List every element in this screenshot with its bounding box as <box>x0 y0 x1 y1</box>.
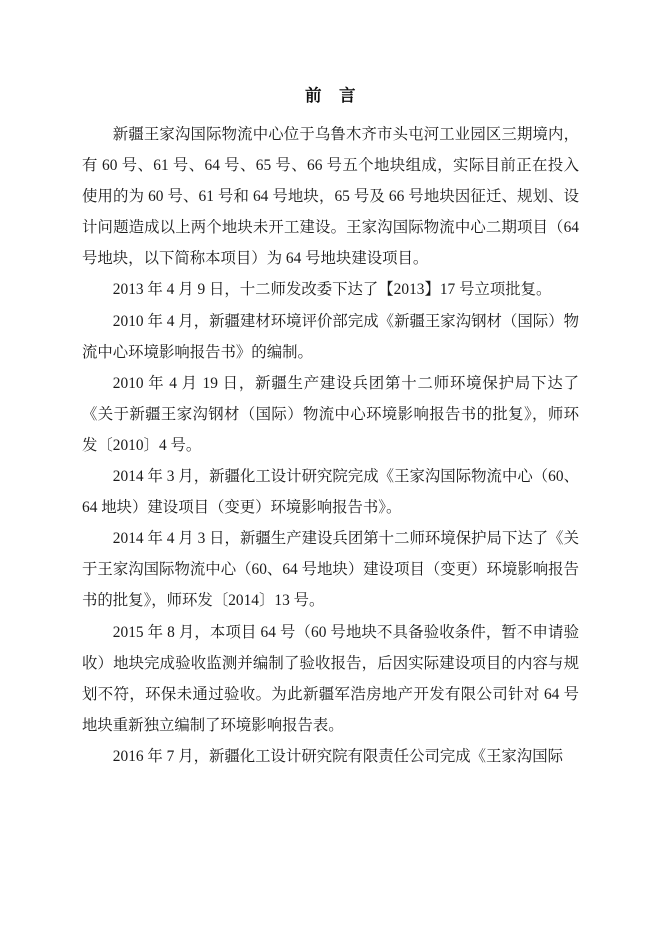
paragraph: 2010 年 4 月，新疆建材环境评价部完成《新疆王家沟钢材（国际）物流中心环境影响报告书》的编制。 <box>82 312 579 361</box>
paragraph: 2015 年 8 月，本项目 64 号（60 号地块不具备验收条件，暂不申请验收）地块完成验收监测并编制了验收报告，后因实际建设项目的内容与规划不符，环保未通过验收。为此新疆军浩房地产开发有限公司针对 64 号地块重新独立编制了环境影响报告表。 <box>82 623 579 734</box>
document-body <box>82 119 579 772</box>
paragraph: 2013 年 4 月 9 日，十二师发改委下达了【2013】17 号立项批复。 <box>112 281 552 299</box>
page-content-area <box>82 0 579 772</box>
paragraph: 2010 年 4 月 19 日，新疆生产建设兵团第十二师环境保护局下达了《关于新疆王家沟钢材（国际）物流中心环境影响报告书的批复》，师环发〔2010〕4 号。 <box>82 374 579 454</box>
paragraph: 2016 年 7 月，新疆化工设计研究院有限责任公司完成《王家沟国际 <box>112 747 563 765</box>
paragraph: 2014 年 3 月，新疆化工设计研究院完成《王家沟国际物流中心（60、64 地块）建设项目（变更）环境影响报告书》。 <box>82 468 579 517</box>
paragraph: 2014 年 4 月 3 日，新疆生产建设兵团第十二师环境保护局下达了《关于王家沟国际物流中心（60、64 号地块）建设项目（变更）环境影响报告书的批复》，师环发〔2014〕13 号。 <box>82 530 579 610</box>
paragraph: 新疆王家沟国际物流中心位于乌鲁木齐市头屯河工业园区三期境内，有 60 号、61 号、64 号、65 号、66 号五个地块组成，实际目前正在投入使用的为 60 号、61 号和 64 号地块，65 号及 66 号地块因征迁、规划、设计问题造成以上两个地块未开工建设。王家沟国际物流中心二期项目（64 号地块，以下简称本项目）为 64 号地块建设项目。 <box>82 126 579 268</box>
page-title: 前 言 <box>305 86 356 105</box>
